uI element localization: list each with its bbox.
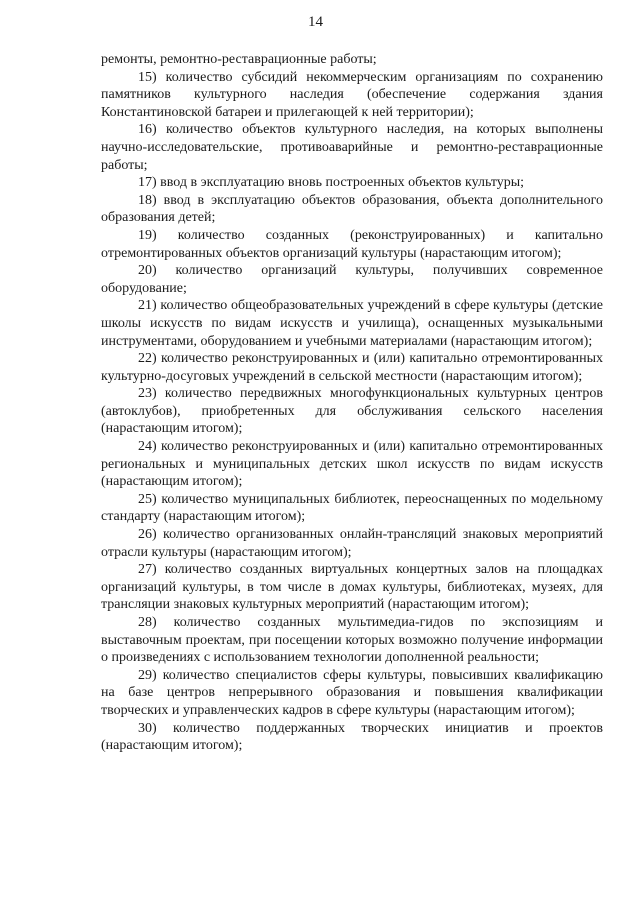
- list-item: 30) количество поддержанных творческих инициатив и проектов (нарастающим итогом);: [101, 720, 603, 754]
- list-item: 28) количество созданных мультимедиа-гидов по экспозициям и выставочным проектам, при посещении которых возможно получение информации о произведениях с использованием технологии дополненной реальности;: [101, 615, 603, 666]
- list-item: 16) количество объектов культурного наследия, на которых выполнены научно-исследовательские, противоаварийные и ремонтно-реставрационные работы;: [101, 122, 603, 173]
- list-item: 27) количество созданных виртуальных концертных залов на площадках организаций культуры, в том числе в домах культуры, библиотеках, музеях, для трансляции знаковых культурных мероприятий (нарастающим итогом);: [101, 562, 603, 613]
- list-item: 24) количество реконструированных и (или) капитально отремонтированных региональных и муниципальных детских школ искусств по видам искусств (нарастающим итогом);: [101, 439, 603, 490]
- numbered-list: [101, 69, 603, 755]
- page-number: 14: [308, 14, 323, 30]
- list-item: 21) количество общеобразовательных учреждений в сфере культуры (детские школы искусств по видам искусств и училища), оснащенных музыкальными инструментами, оборудованием и учебными материалами (нарастающим итогом);: [101, 298, 603, 349]
- list-item: 22) количество реконструированных и (или) капитально отремонтированных культурно-досуговых учреждений в сельской местности (нарастающим итогом);: [101, 351, 603, 384]
- list-item: 15) количество субсидий некоммерческим организациям по сохранению памятников культурного наследия (обеспечение содержания здания Константиновской батареи и прилегающей к ней территории);: [101, 69, 603, 120]
- paragraph-continuation: ремонты, ремонтно-реставрационные работы;: [101, 52, 377, 67]
- list-item: 25) количество муниципальных библиотек, переоснащенных по модельному стандарту (нарастающим итогом);: [101, 491, 603, 525]
- list-item: 18) ввод в эксплуатацию объектов образования, объекта дополнительного образования детей;: [101, 192, 603, 226]
- list-item: 19) количество созданных (реконструированных) и капитально отремонтированных объектов организаций культуры (нарастающим итогом);: [101, 227, 603, 261]
- list-item: 20) количество организаций культуры, получивших современное оборудование;: [101, 263, 603, 296]
- list-item: 29) количество специалистов сферы культуры, повысивших квалификацию на базе центров непрерывного образования и повышения квалификации творческих и управленческих кадров в сфере культуры (нарастающим итогом);: [101, 667, 603, 718]
- list-item: 17) ввод в эксплуатацию вновь построенных объектов культуры;: [138, 175, 525, 191]
- list-item: 23) количество передвижных многофункциональных культурных центров (автоклубов), приобретенных для обслуживания сельского населения (нарастающим итогом);: [101, 386, 603, 437]
- document-body: [101, 51, 603, 755]
- list-item: 26) количество организованных онлайн-трансляций знаковых мероприятий отрасли культуры (нарастающим итогом);: [101, 527, 603, 560]
